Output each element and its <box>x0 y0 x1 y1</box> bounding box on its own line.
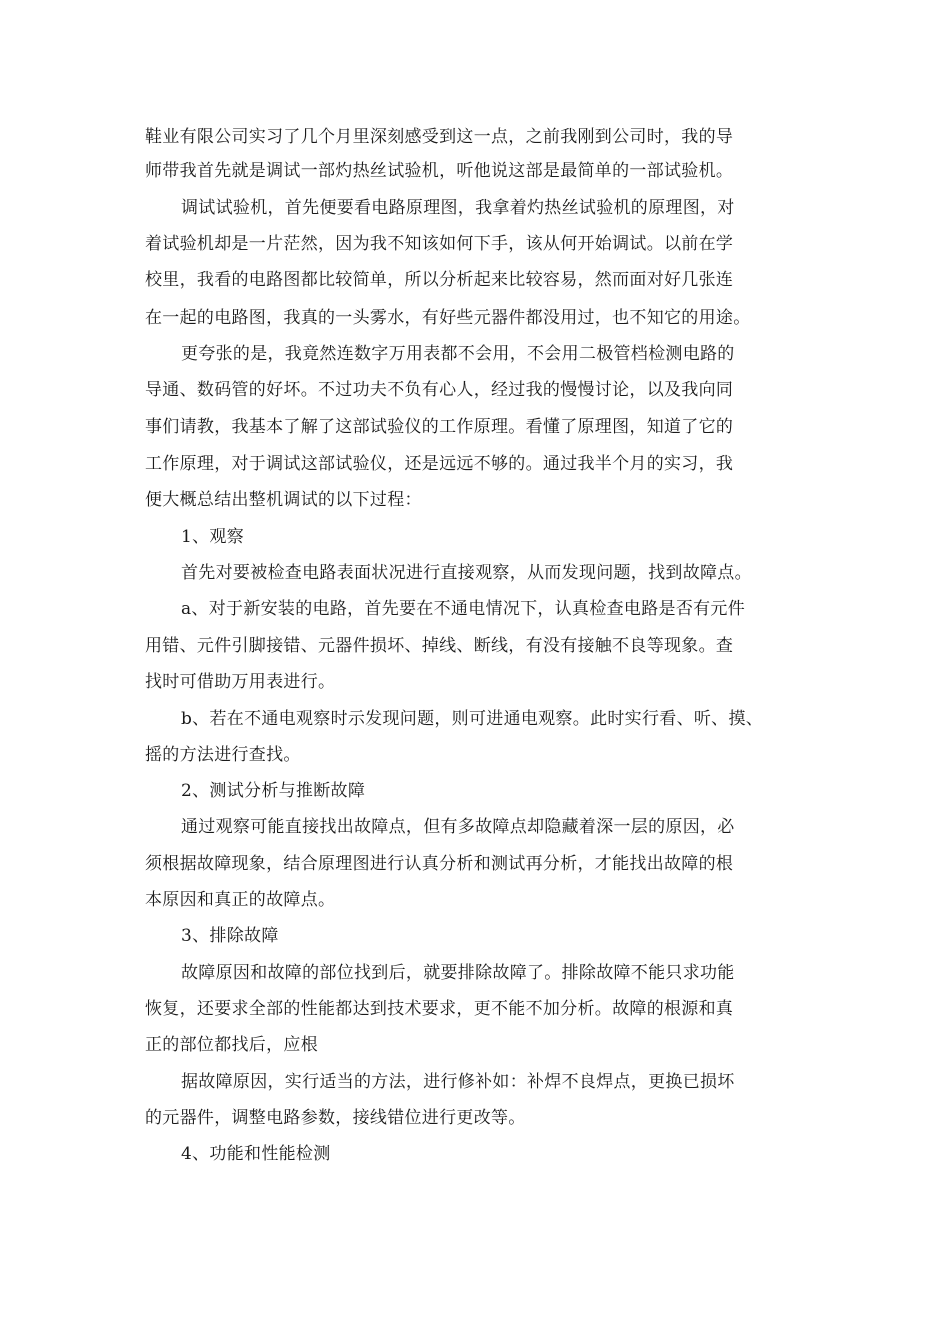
text-line: 事们请教，我基本了解了这部试验仪的工作原理。看懂了原理图，知道了它的 <box>145 417 734 437</box>
paragraph-start-line: 通过观察可能直接找出故障点，但有多故障点却隐藏着深一层的原因，必 <box>181 817 735 837</box>
paragraph-start-line: 调试试验机，首先便要看电路原理图，我拿着灼热丝试验机的原理图，对 <box>181 198 735 218</box>
text-line: 恢复，还要求全部的性能都达到技术要求，更不能不加分析。故障的根源和真 <box>145 999 734 1019</box>
paragraph-start-line: 故障原因和故障的部位找到后，就要排除故障了。排除故障不能只求功能 <box>181 963 735 983</box>
text-line: 正的部位都找后，应根 <box>145 1035 318 1055</box>
text-line: 本原因和真正的故障点。 <box>145 890 336 910</box>
text-line: 须根据故障现象，结合原理图进行认真分析和测试再分析，才能找出故障的根 <box>145 854 734 874</box>
section-heading: 2、测试分析与推断故障 <box>181 781 366 801</box>
text-line: 校里，我看的电路图都比较简单，所以分析起来比较容易，然而面对好几张连 <box>145 270 734 290</box>
text-line: 便大概总结出整机调试的以下过程： <box>145 490 422 510</box>
paragraph-start-line: 据故障原因，实行适当的方法，进行修补如：补焊不良焊点，更换已损坏 <box>181 1072 735 1092</box>
text-line: 导通、数码管的好坏。不过功夫不负有心人，经过我的慢慢讨论，以及我向同 <box>145 380 734 400</box>
text-line: 师带我首先就是调试一部灼热丝试验机，听他说这部是最简单的一部试验机。 <box>145 161 734 181</box>
paragraph-start-line: 更夸张的是，我竟然连数字万用表都不会用，不会用二极管档检测电路的 <box>181 344 735 364</box>
section-heading: 3、排除故障 <box>181 926 279 946</box>
text-line: 工作原理，对于调试这部试验仪，还是远远不够的。通过我半个月的实习，我 <box>145 454 734 474</box>
text-line: 着试验机却是一片茫然，因为我不知该如何下手，该从何开始调试。以前在学 <box>145 234 734 254</box>
section-heading: 1、观察 <box>181 527 245 547</box>
text-line: 鞋业有限公司实习了几个月里深刻感受到这一点，之前我刚到公司时，我的导 <box>145 127 734 147</box>
paragraph-start-line: b、若在不通电观察时示发现问题，则可进通电观察。此时实行看、听、摸、 <box>181 709 764 729</box>
text-line: 找时可借助万用表进行。 <box>145 672 336 692</box>
text-line: 用错、元件引脚接错、元器件损坏、掉线、断线，有没有接触不良等现象。查 <box>145 636 734 656</box>
paragraph-start-line: a、对于新安装的电路，首先要在不通电情况下，认真检查电路是否有元件 <box>181 599 746 619</box>
text-line: 摇的方法进行查找。 <box>145 745 301 765</box>
paragraph-start-line: 首先对要被检查电路表面状况进行直接观察，从而发现问题，找到故障点。 <box>181 563 752 583</box>
text-line: 在一起的电路图，我真的一头雾水，有好些元器件都没用过，也不知它的用途。 <box>145 308 751 328</box>
text-line: 的元器件，调整电路参数，接线错位进行更改等。 <box>145 1108 526 1128</box>
section-heading: 4、功能和性能检测 <box>181 1144 331 1164</box>
